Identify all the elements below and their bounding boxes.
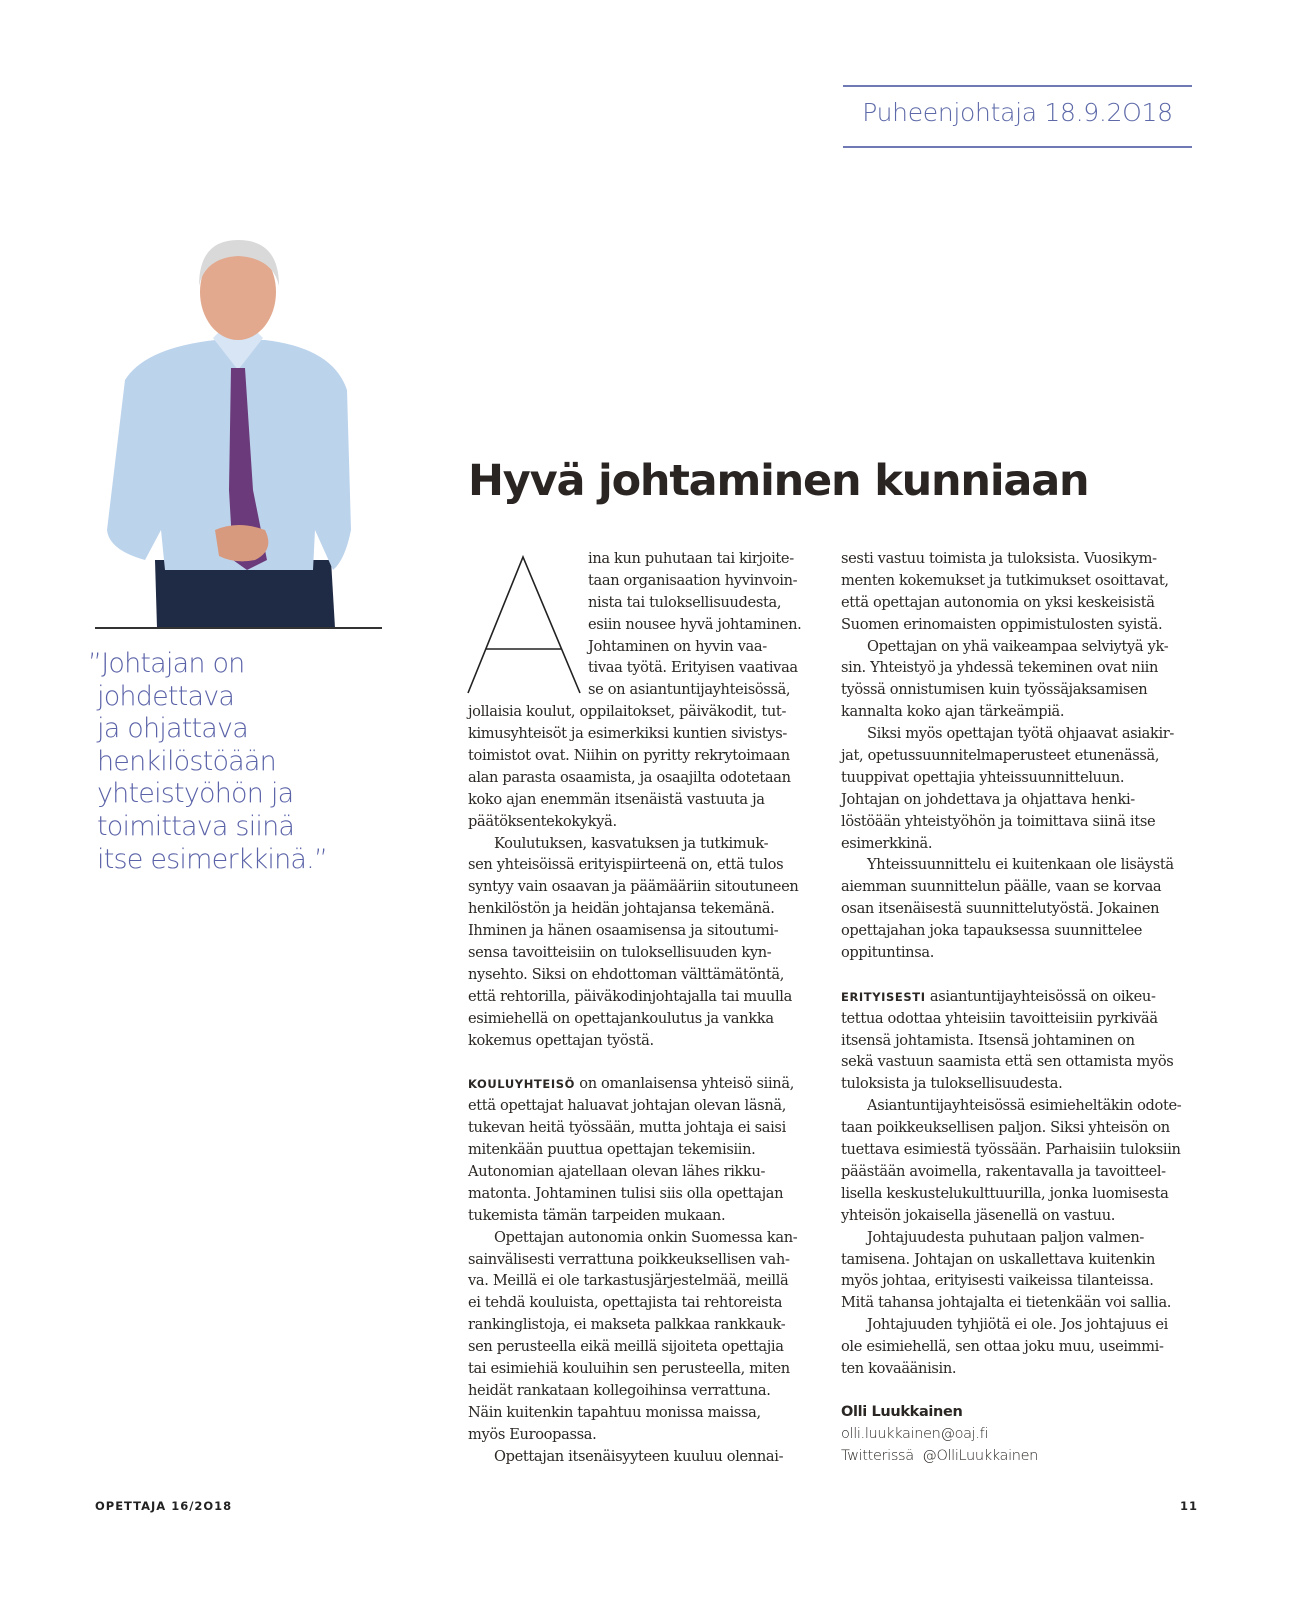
article-line <box>468 1336 828 1358</box>
article-line-text: tai esimiehiä kouluihin sen perusteella, miten <box>468 1359 790 1377</box>
article-line <box>468 701 828 723</box>
article-line <box>841 833 1201 855</box>
pull-quote-line: johdettava <box>97 680 235 712</box>
pull-quote-line: itse esimerkkinä.” <box>97 843 328 875</box>
pull-quote-line: yhteistyöhön ja <box>97 778 294 810</box>
article-line-text: itsensä johtamista. Itsensä johtaminen on <box>841 1031 1135 1049</box>
author-email[interactable]: olli.luukkainen@oaj.fi <box>841 1425 989 1442</box>
article-line-text: sainvälisesti verrattuna poikkeuksellisen vah- <box>468 1250 790 1268</box>
article-line-text: Opettajan itsenäisyyteen kuuluu olennai- <box>494 1447 784 1465</box>
article-line-text: yhteisön jokaisella jäsenellä on vastuu. <box>841 1206 1116 1224</box>
article-line-text: se on asiantuntijayhteisössä, <box>588 681 791 699</box>
article-line <box>468 1424 828 1446</box>
article-line <box>468 964 828 986</box>
article-line <box>841 1358 1201 1380</box>
article-line <box>468 811 828 833</box>
article-line-text: jollaisia koulut, oppilaitokset, päiväkodit, tut- <box>468 703 787 721</box>
article-line-text: heidät rankataan kollegoihinsa verrattuna. <box>468 1381 771 1399</box>
article-line <box>841 1183 1201 1205</box>
article-line <box>841 1117 1201 1139</box>
article-line-text: Siksi myös opettajan työtä ohjaavat asiakir- <box>867 725 1174 743</box>
article-line <box>841 1249 1201 1271</box>
article-line <box>468 1227 828 1249</box>
article-line-text: sen perusteella eikä meillä sijoiteta opettajia <box>468 1338 784 1356</box>
article-line <box>468 636 828 658</box>
article-line <box>841 701 1201 723</box>
author-name: Olli Luukkainen <box>841 1403 963 1420</box>
article-line-text: va. Meillä ei ole tarkastusjärjestelmää, meillä <box>468 1272 789 1290</box>
article-line <box>841 1161 1201 1183</box>
article-line <box>468 942 828 964</box>
article-line-text: Koulutuksen, kasvatuksen ja tutkimuk- <box>494 834 769 852</box>
article-line-text: sekä vastuun saamista että sen ottamista myös <box>841 1053 1174 1071</box>
article-line-text: aiemman suunnittelun päälle, vaan se korvaa <box>841 878 1162 896</box>
article-line <box>468 614 828 636</box>
article-line <box>468 548 828 570</box>
article-line-text: että opettajat haluavat johtajan olevan läsnä, <box>468 1097 787 1115</box>
header-rule-bottom <box>843 146 1192 148</box>
section-date-label: Puheenjohtaja 18.9.2O18 <box>862 98 1173 127</box>
article-line <box>841 745 1201 767</box>
paragraph-lead-in: KOULUYHTEISÖ <box>468 1077 575 1092</box>
article-line <box>468 898 828 920</box>
article-line <box>841 1270 1201 1292</box>
article-line-text: päätöksentekokykyä. <box>468 812 617 830</box>
article-line-text: ole esimiehellä, sen ottaa joku muu, useimmi- <box>841 1338 1164 1356</box>
article-line <box>468 920 828 942</box>
article-line <box>841 854 1201 876</box>
article-line <box>468 657 828 679</box>
article-line <box>841 898 1201 920</box>
article-line-text: kannalta koko ajan tärkeämpiä. <box>841 703 1065 721</box>
publication-issue: OPETTAJA 16/2O18 <box>95 1499 233 1513</box>
article-line <box>841 614 1201 636</box>
article-line <box>468 1314 828 1336</box>
page-number: 11 <box>1180 1499 1199 1513</box>
article-line-text: Johtajuuden tyhjiötä ei ole. Jos johtajuus ei <box>867 1316 1168 1334</box>
article-line-text: Näin kuitenkin tapahtuu monissa maissa, <box>468 1403 761 1421</box>
article-line-text: rankinglistoja, ei makseta palkkaa rankkauk- <box>468 1316 786 1334</box>
portrait-hands <box>215 525 268 561</box>
article-line <box>841 592 1201 614</box>
article-line <box>841 876 1201 898</box>
article-line-text: koko ajan enemmän itsenäistä vastuuta ja <box>468 790 765 808</box>
pull-quote <box>88 648 327 876</box>
pull-quote-line: henkilöstöään <box>97 745 276 777</box>
article-line-text: sin. Yhteistyö ja yhdessä tekeminen ovat niin <box>841 659 1159 677</box>
article-line <box>841 811 1201 833</box>
article-line-text: lisella keskustelukulttuurilla, jonka luomisesta <box>841 1184 1169 1202</box>
article-line-text: matonta. Johtaminen tulisi siis olla opettajan <box>468 1184 784 1202</box>
article-line-text: syntyy vain osaavan ja päämääriin sitoutuneen <box>468 878 799 896</box>
article-line-text: Johtaminen on hyvin vaa- <box>588 637 767 655</box>
article-line <box>468 592 828 614</box>
article-line <box>841 1336 1201 1358</box>
article-line <box>468 986 828 1008</box>
article-line-text: asiantuntijayhteisössä on oikeu- <box>929 987 1156 1005</box>
article-line-text: opettajahan joka tapauksessa suunnittelee <box>841 922 1143 940</box>
article-line-text: ina kun puhutaan tai kirjoite- <box>588 550 794 567</box>
article-line-text: Johtajuudesta puhutaan paljon valmen- <box>867 1228 1144 1246</box>
article-line <box>841 570 1201 592</box>
article-line <box>841 1008 1201 1030</box>
article-line-text: sen yhteisöissä erityispiirteenä on, että tulos <box>468 856 784 874</box>
article-line-text: esiin nousee hyvä johtaminen. <box>588 615 802 633</box>
article-line-text: Autonomian ajatellaan olevan lähes rikku- <box>468 1162 766 1180</box>
article-line-text: esimerkkinä. <box>841 834 933 852</box>
article-line <box>468 1030 828 1052</box>
article-line <box>841 1030 1201 1052</box>
paragraph-lead-in: ERITYISESTI <box>841 989 926 1004</box>
article-column-1 <box>468 548 828 1467</box>
article-line-text: kokemus opettajan työstä. <box>468 1031 654 1049</box>
article-line-text: sesti vastuu toimista ja tuloksista. Vuosikym- <box>841 550 1157 567</box>
article-line <box>468 1008 828 1030</box>
article-line <box>468 1270 828 1292</box>
article-line <box>841 1292 1201 1314</box>
article-line <box>468 1095 828 1117</box>
portrait-photo <box>95 230 385 628</box>
article-line <box>468 1183 828 1205</box>
article-line-text: nysehto. Siksi on ehdottoman välttämätöntä, <box>468 965 785 983</box>
article-line <box>468 767 828 789</box>
article-line-text: taan poikkeuksellisen paljon. Siksi yhteisön on <box>841 1119 1170 1137</box>
article-line <box>841 636 1201 658</box>
article-line-text: sensa tavoitteisiin on tuloksellisuuden kyn- <box>468 944 772 962</box>
article-line-text: työssä onnistumisen kuin työssäjaksamisen <box>841 681 1148 699</box>
article-line-text: osan itsenäisestä suunnittelutyöstä. Jokainen <box>841 900 1160 918</box>
article-line-text: toimistot ovat. Niihin on pyritty rekrytoimaan <box>468 747 790 765</box>
section-gap <box>841 964 1201 986</box>
section-gap <box>468 1051 828 1073</box>
article-line <box>468 1249 828 1271</box>
article-line <box>468 833 828 855</box>
article-line <box>841 679 1201 701</box>
article-line <box>841 1205 1201 1227</box>
article-line-text: löstöään yhteistyöhön ja toimittava siinä itse <box>841 812 1156 830</box>
headline: Hyvä johtaminen kunniaan <box>468 456 1089 506</box>
article-line <box>468 1380 828 1402</box>
article-line <box>841 1095 1201 1117</box>
article-line-text: Suomen erinomaisten oppimistulosten syistä. <box>841 615 1163 633</box>
article-line-text: että rehtorilla, päiväkodinjohtajalla tai muulla <box>468 987 792 1005</box>
article-line-text: päästään avoimella, rakentavalla ja tavoitteel- <box>841 1162 1166 1180</box>
article-line <box>841 657 1201 679</box>
author-twitter[interactable]: Twitterissä @OlliLuukkainen <box>841 1447 1038 1464</box>
article-line-text: Yhteissuunnittelu ei kuitenkaan ole lisäystä <box>867 856 1174 874</box>
article-line <box>841 789 1201 811</box>
article-line <box>841 986 1201 1008</box>
article-line-text: esimiehellä on opettajankoulutus ja vankka <box>468 1009 774 1027</box>
article-line-text: myös Euroopassa. <box>468 1425 597 1443</box>
article-line <box>841 1139 1201 1161</box>
article-line <box>468 1161 828 1183</box>
article-line <box>468 1402 828 1424</box>
article-line-text: tettua odottaa yhteisiin tavoitteisiin pyrkivää <box>841 1009 1158 1027</box>
article-line-text: tukevan heitä työssään, mutta johtaja ei saisi <box>468 1119 786 1137</box>
article-line-text: on omanlaisensa yhteisö siinä, <box>579 1075 794 1093</box>
article-line-text: jat, opetussuunnitelmaperusteet etunenässä, <box>841 747 1160 765</box>
article-line <box>468 789 828 811</box>
article-line <box>468 570 828 592</box>
article-line-text: Ihminen ja hänen osaamisensa ja sitoutumi- <box>468 922 779 940</box>
article-line <box>468 1446 828 1468</box>
article-line-text: tivaa työtä. Erityisen vaativaa <box>588 659 798 677</box>
article-line <box>468 876 828 898</box>
article-line-text: tuettava esimiestä työssään. Parhaisiin tuloksiin <box>841 1141 1181 1159</box>
article-line <box>841 942 1201 964</box>
article-line-text: tamisena. Johtajan on uskallettava kuitenkin <box>841 1250 1156 1268</box>
article-line <box>468 1292 828 1314</box>
article-line-text: tuuppivat opettajia yhteissuunnitteluun. <box>841 768 1125 786</box>
article-line <box>468 1073 828 1095</box>
article-line-text: henkilöstön ja heidän johtajansa tekemänä. <box>468 900 775 918</box>
article-line <box>841 920 1201 942</box>
article-line <box>841 767 1201 789</box>
article-line-text: nista tai tuloksellisuudesta, <box>588 593 782 611</box>
article-line <box>841 723 1201 745</box>
article-line <box>468 1205 828 1227</box>
article-line-text: oppituntinsa. <box>841 944 935 962</box>
article-line-text: menten kokemukset ja tutkimukset osoittavat, <box>841 571 1169 589</box>
portrait-pants <box>155 560 335 628</box>
article-line-text: Opettajan autonomia onkin Suomessa kan- <box>494 1228 798 1246</box>
photo-rule <box>95 627 382 629</box>
article-line <box>468 1358 828 1380</box>
article-column-2 <box>841 548 1201 1468</box>
article-line-text: kimusyhteisöt ja esimerkiksi kuntien sivistys- <box>468 725 787 743</box>
article-line-text: alan parasta osaamista, ja osaajilta odotetaan <box>468 768 791 786</box>
article-line-text: Mitä tahansa johtajalta ei tietenkään voi sallia. <box>841 1294 1172 1312</box>
article-line-text: ten kovaäänisin. <box>841 1359 957 1377</box>
pull-quote-line: ja ohjattava <box>97 713 248 745</box>
article-line <box>468 1139 828 1161</box>
article-line-text: tukemista tämän tarpeiden mukaan. <box>468 1206 726 1224</box>
article-line-text: ei tehdä kouluista, opettajista tai rehtoreista <box>468 1294 783 1312</box>
article-line-text: myös johtaa, erityisesti vaikeissa tilanteissa. <box>841 1272 1154 1290</box>
article-line-text: taan organisaation hyvinvoin- <box>588 571 798 589</box>
article-line <box>841 548 1201 570</box>
article-line <box>468 1117 828 1139</box>
article-line <box>468 854 828 876</box>
article-line-text: tuloksista ja tuloksellisuudesta. <box>841 1075 1063 1093</box>
article-line <box>468 745 828 767</box>
article-line <box>841 1073 1201 1095</box>
article-line <box>468 679 828 701</box>
article-line-text: että opettajan autonomia on yksi keskeisistä <box>841 593 1155 611</box>
header-rule-top <box>843 85 1192 87</box>
article-line <box>468 723 828 745</box>
pull-quote-line: ”Johtajan on <box>88 648 245 679</box>
article-line-text: Johtajan on johdettava ja ohjattava henki- <box>841 790 1135 808</box>
article-line-text: mitenkään puuttua opettajan tekemisiin. <box>468 1141 756 1159</box>
article-line-text: Opettajan on yhä vaikeampaa selviytyä yk- <box>867 637 1169 655</box>
article-line <box>841 1051 1201 1073</box>
article-line <box>841 1227 1201 1249</box>
article-line <box>841 1314 1201 1336</box>
pull-quote-line: toimittava siinä <box>97 810 295 842</box>
article-line-text: Asiantuntijayhteisössä esimieheltäkin odote- <box>867 1097 1182 1115</box>
